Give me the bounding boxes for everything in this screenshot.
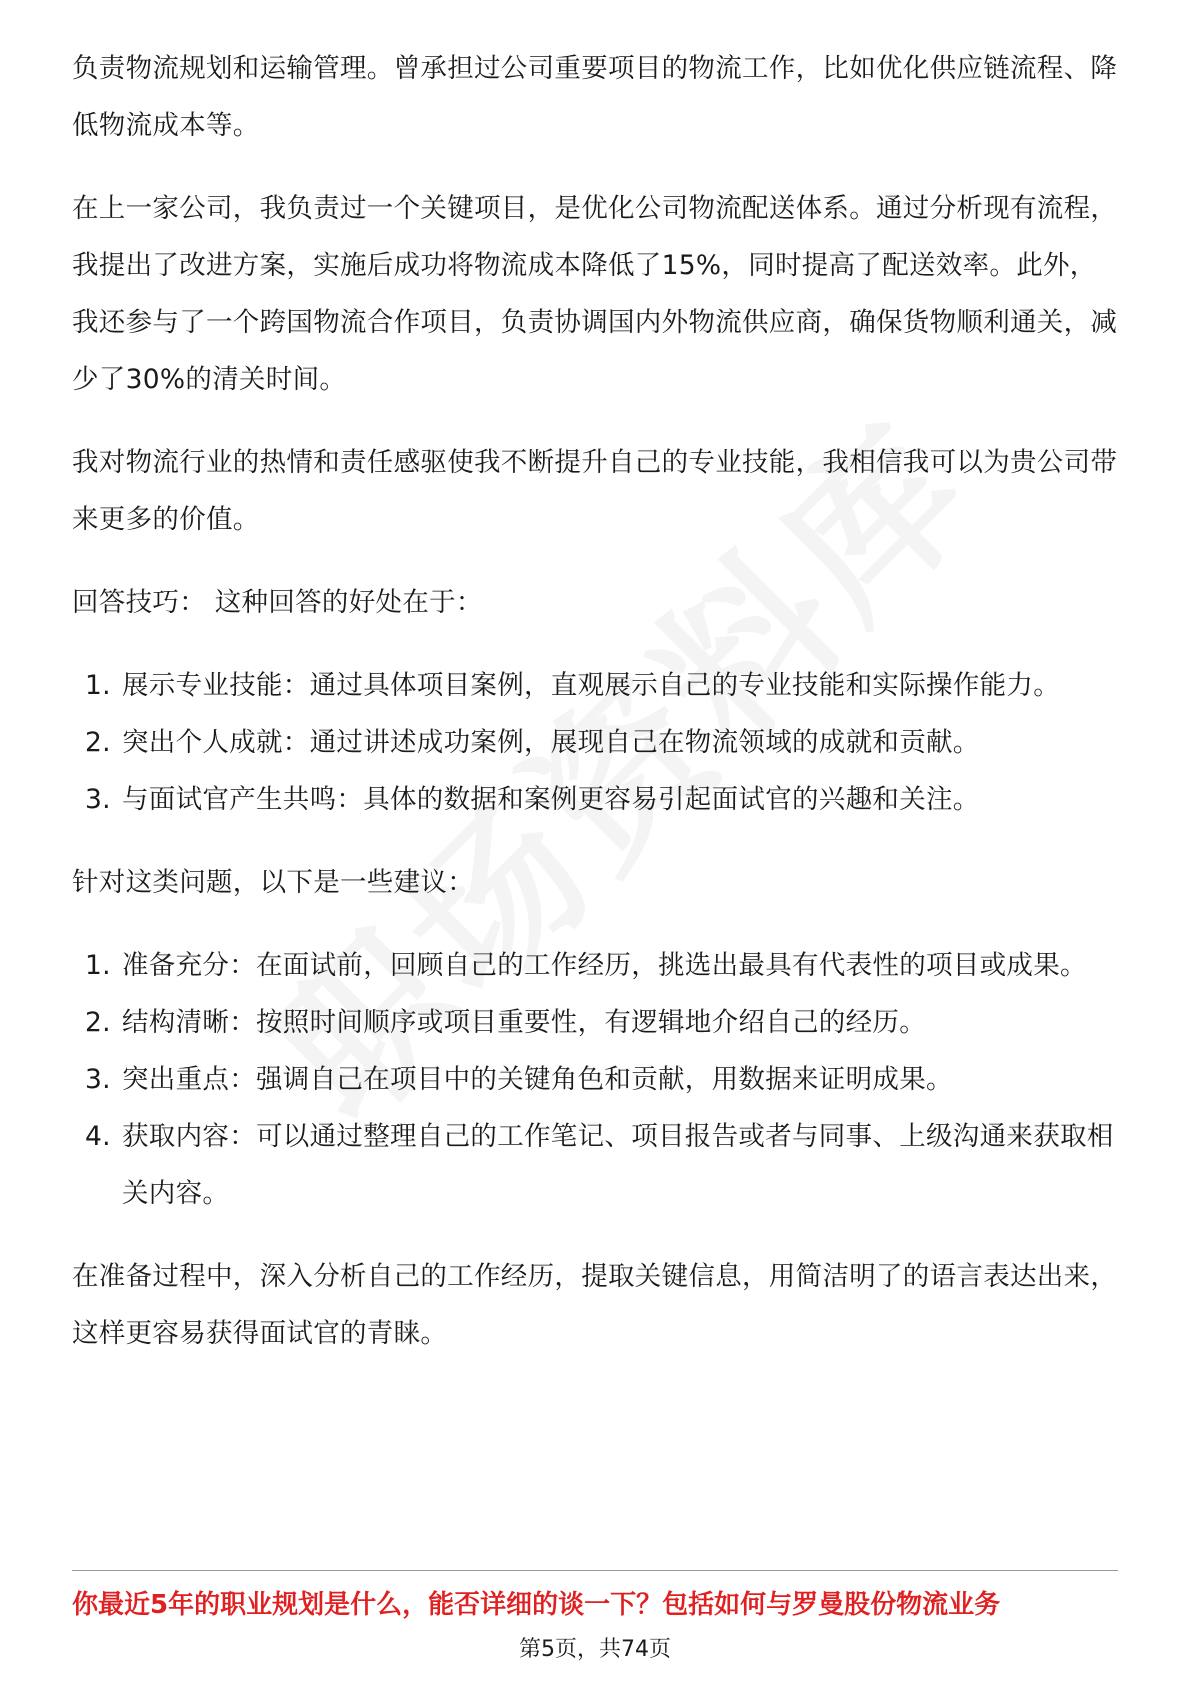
list-text: 与面试官产生共鸣：具体的数据和案例更容易引起面试官的兴趣和关注。 (122, 784, 980, 815)
next-question-title: 你最近5年的职业规划是什么，能否详细的谈一下？包括如何与罗曼股份物流业务 (72, 1590, 1001, 1620)
list-number: 1. (85, 950, 111, 981)
list-text: 结构清晰：按照时间顺序或项目重要性，有逻辑地介绍自己的经历。 (122, 1007, 926, 1038)
list-item (72, 657, 1118, 714)
tips-list (72, 657, 1118, 828)
advice-list (72, 937, 1118, 1222)
list-number: 2. (85, 727, 111, 758)
list-item (72, 771, 1118, 828)
list-item (72, 714, 1118, 771)
list-item (72, 937, 1118, 994)
list-number: 3. (85, 784, 111, 815)
page-number: 第5页，共74页 (519, 1637, 671, 1662)
list-number: 1. (85, 670, 111, 701)
list-number: 4. (85, 1121, 111, 1152)
list-text: 突出重点：强调自己在项目中的关键角色和贡献，用数据来证明成果。 (122, 1064, 953, 1095)
list-number: 2. (85, 1007, 111, 1038)
paragraph-1: 负责物流规划和运输管理。曾承担过公司重要项目的物流工作，比如优化供应链流程、降低物流成本等。 (72, 53, 1118, 141)
list-text: 准备充分：在面试前，回顾自己的工作经历，挑选出最具有代表性的项目或成果。 (122, 950, 1087, 981)
list-text: 突出个人成就：通过讲述成功案例，展现自己在物流领域的成就和贡献。 (122, 727, 980, 758)
advice-intro: 针对这类问题，以下是一些建议： (72, 867, 474, 898)
list-item (72, 994, 1118, 1051)
paragraph-3: 我对物流行业的热情和责任感驱使我不断提升自己的专业技能，我相信我可以为贵公司带来更多的价值。 (72, 447, 1118, 535)
footer-divider (72, 1570, 1118, 1571)
list-item (72, 1108, 1118, 1222)
list-text: 展示专业技能：通过具体项目案例，直观展示自己的专业技能和实际操作能力。 (122, 670, 1060, 701)
tips-heading: 回答技巧： 这种回答的好处在于： (72, 587, 483, 618)
list-number: 3. (85, 1064, 111, 1095)
closing-paragraph: 在准备过程中，深入分析自己的工作经历，提取关键信息，用简洁明了的语言表达出来，这样更容易获得面试官的青睐。 (72, 1261, 1118, 1349)
list-item (72, 1051, 1118, 1108)
paragraph-2: 在上一家公司，我负责过一个关键项目，是优化公司物流配送体系。通过分析现有流程，我提出了改进方案，实施后成功将物流成本降低了15%，同时提高了配送效率。此外，我还参与了一个跨国物流合作项目，负责协调国内外物流供应商，确保货物顺利通关，减少了30%的清关时间。 (72, 193, 1118, 395)
document-body (72, 40, 1118, 1362)
list-text: 获取内容：可以通过整理自己的工作笔记、项目报告或者与同事、上级沟通来获取相关内容。 (122, 1121, 1114, 1209)
